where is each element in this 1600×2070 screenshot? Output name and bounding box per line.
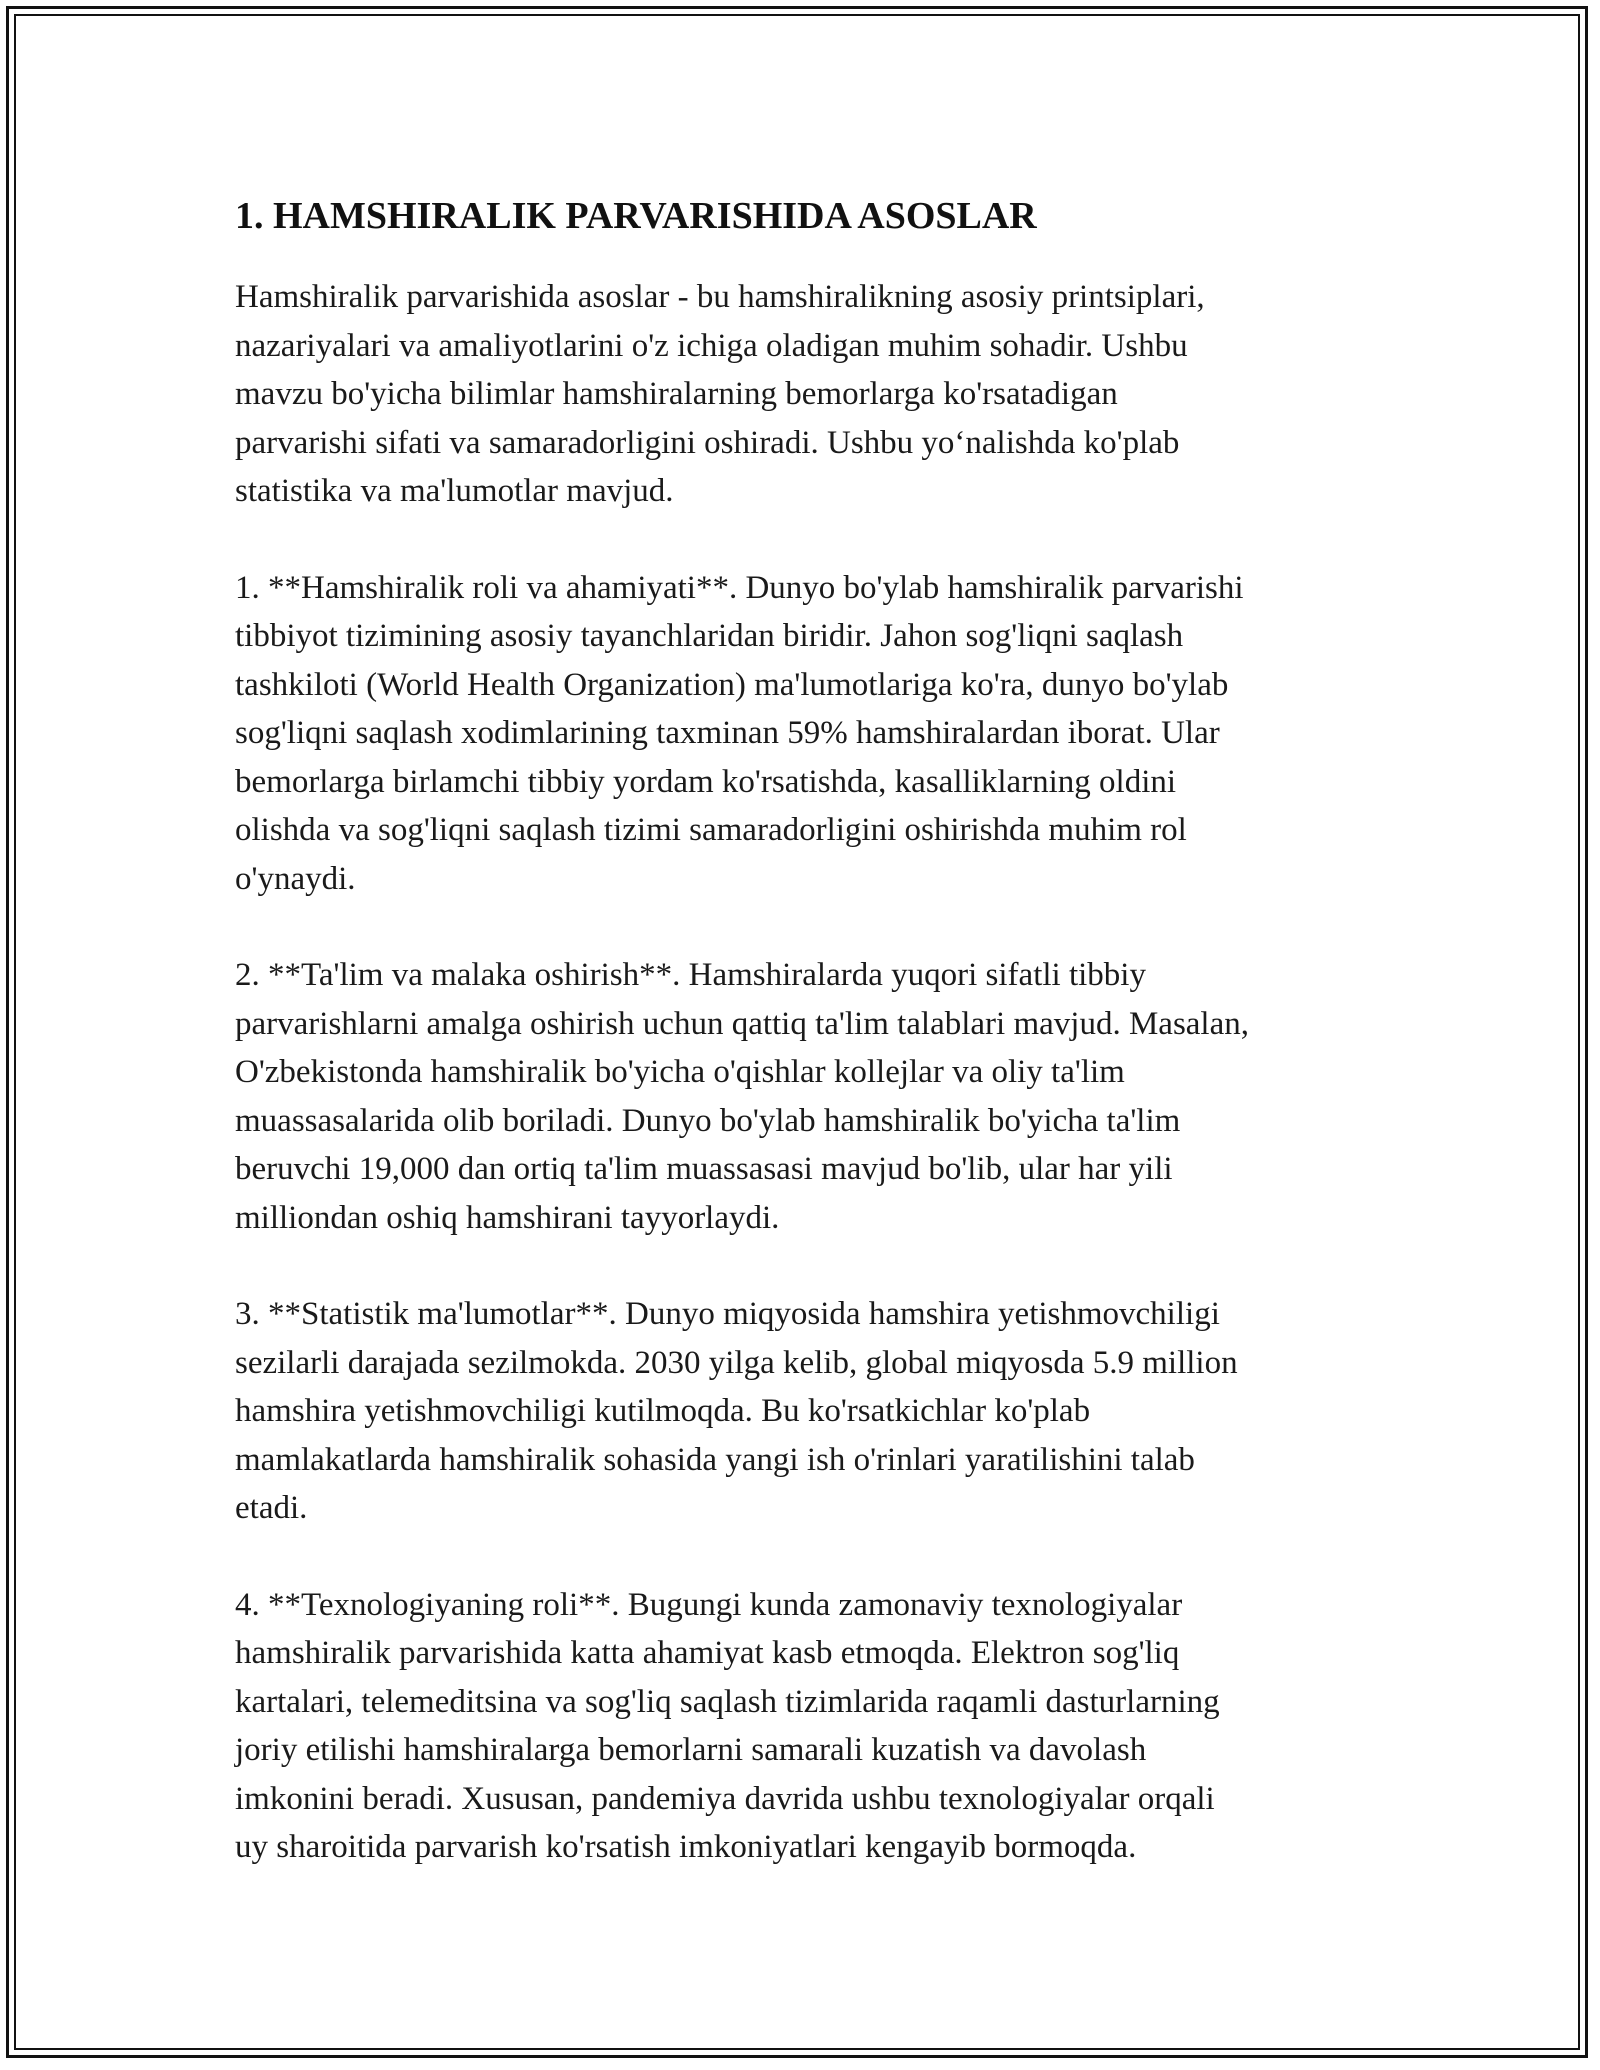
text-line: joriy etilishi hamshiralarga bemorlarni samarali kuzatish va davolash (235, 1732, 1147, 1768)
paragraph-statistics (235, 1290, 1370, 1533)
text-line: 2. **Ta'lim va malaka oshirish**. Hamshiralarda yuqori sifatli tibbiy (235, 957, 1146, 993)
text-line: kartalari, telemeditsina va sog'liq saqlash tizimlarida raqamli dasturlarning (235, 1683, 1220, 1720)
text-line: nazariyalari va amaliyotlarini o'z ichiga oladigan muhim sohadir. Ushbu (235, 327, 1188, 364)
text-line: imkonini beradi. Xususan, pandemiya davrida ushbu texnologiyalar orqali (235, 1780, 1215, 1817)
text-line: beruvchi 19,000 dan ortiq ta'lim muassasasi mavjud bo'lib, ular har yili (235, 1151, 1173, 1187)
text-line: tashkiloti (World Health Organization) ma'lumotlariga ko'ra, dunyo bo'ylab (235, 666, 1229, 703)
paragraph-technology (235, 1581, 1370, 1872)
text-line: etadi. (235, 1490, 308, 1526)
text-line: olishda va sog'liqni saqlash tizimi samaradorligini oshirishda muhim rol (235, 812, 1187, 848)
text-line: mamlakatlarda hamshiralik sohasida yangi ish o'rinlari yaratilishini talab (235, 1441, 1195, 1478)
text-line: sog'liqni saqlash xodimlarining taxminan 59% hamshiralardan iborat. Ular (235, 715, 1220, 751)
text-line: statistika va ma'lumotlar mavjud. (235, 473, 674, 509)
text-line: 1. **Hamshiralik roli va ahamiyati**. Dunyo bo'ylab hamshiralik parvarishi (235, 569, 1244, 606)
intro-paragraph (235, 273, 1370, 516)
document-body (235, 190, 1370, 1920)
text-line: tibbiyot tizimining asosiy tayanchlaridan biridir. Jahon sog'liqni saqlash (235, 618, 1184, 654)
section-heading: 1. HAMSHIRALIK PARVARISHIDA ASOSLAR (235, 195, 1037, 237)
text-line: 4. **Texnologiyaning roli**. Bugungi kunda zamonaviy texnologiyalar (235, 1586, 1183, 1623)
text-line: bemorlarga birlamchi tibbiy yordam ko'rsatishda, kasalliklarning oldini (235, 763, 1177, 800)
text-line: uy sharoitida parvarish ko'rsatish imkoniyatlari kengayib bormoqda. (235, 1829, 1137, 1865)
text-line: parvarishlarni amalga oshirish uchun qattiq ta'lim talablari mavjud. Masalan, (235, 1005, 1249, 1042)
text-line: muassasalarida olib boriladi. Dunyo bo'ylab hamshiralik bo'yicha ta'lim (235, 1102, 1181, 1139)
text-line: sezilarli darajada sezilmokda. 2030 yilga kelib, global miqyosda 5.9 million (235, 1344, 1238, 1381)
text-line: hamshira yetishmovchiligi kutilmoqda. Bu ko'rsatkichlar ko'plab (235, 1393, 1091, 1429)
text-line: 3. **Statistik ma'lumotlar**. Dunyo miqyosida hamshira yetishmovchiligi (235, 1296, 1220, 1332)
text-line: parvarishi sifati va samaradorligini oshiradi. Ushbu yo‘nalishda ko'plab (235, 424, 1180, 461)
text-line: O'zbekistonda hamshiralik bo'yicha o'qishlar kollejlar va oliy ta'lim (235, 1054, 1125, 1090)
text-line: milliondan oshiq hamshirani tayyorlaydi. (235, 1199, 780, 1236)
text-line: hamshiralik parvarishida katta ahamiyat kasb etmoqda. Elektron sog'liq (235, 1635, 1180, 1671)
text-line: mavzu bo'yicha bilimlar hamshiralarning bemorlarga ko'rsatadigan (235, 376, 1118, 412)
paragraph-role-importance (235, 564, 1370, 904)
paragraph-education (235, 951, 1370, 1242)
text-line: Hamshiralik parvarishida asoslar - bu hamshiralikning asosiy printsiplari, (235, 279, 1205, 315)
text-line: o'ynaydi. (235, 860, 356, 897)
